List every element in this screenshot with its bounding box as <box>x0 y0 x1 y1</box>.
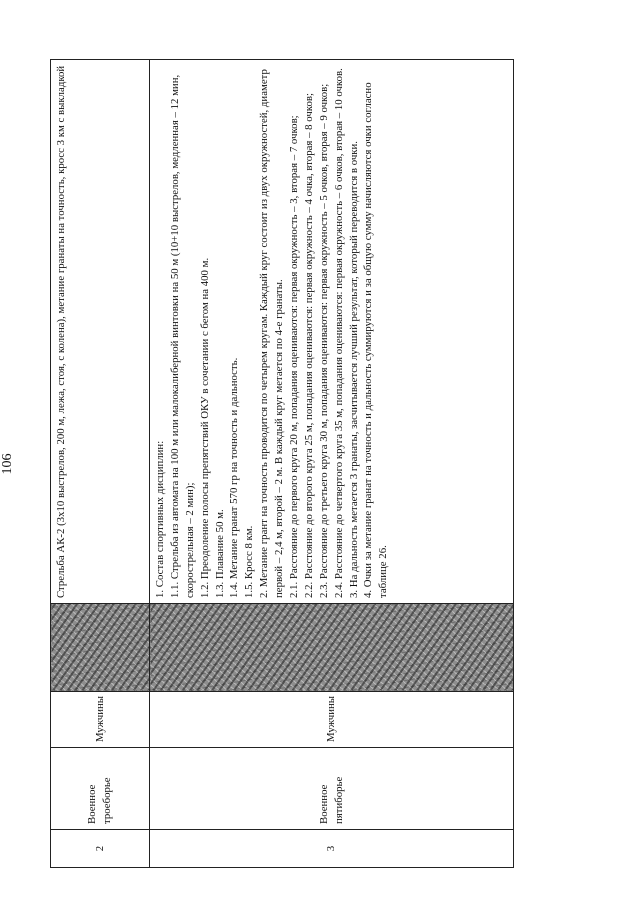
redacted-cell <box>150 604 514 692</box>
discipline-name: Военное троеборье <box>51 748 150 830</box>
description-line: 2. Метание грант на точность проводится по четырем кругам. Каждый круг состоит из двух окружностей, диаметр первой – 2,4 м, второй – 2 м. В каждый круг метается по 4-е гранаты. <box>258 69 286 598</box>
description-line: 1.4. Метание гранат 570 гр на точность и дальность. <box>228 357 241 598</box>
page-number: 106 <box>0 453 15 475</box>
redacted-cell <box>51 604 150 692</box>
gender-cell: Мужчины <box>150 692 514 748</box>
description-line: 1.3. Плавание 50 м. <box>213 509 226 598</box>
row-number: 3 <box>150 830 514 868</box>
table-row <box>51 60 150 868</box>
description-line: Стрельба АК-2 (3х10 выстрелов, 200 м, лежа, стоя, с колена), метание гранаты на точность, кросс 3 км с выкладкой <box>55 65 67 598</box>
description-line: 1.5. Кросс 8 км. <box>243 525 256 598</box>
discipline-name: Военное пятиборье <box>150 748 514 830</box>
table-row <box>150 60 514 868</box>
description-line: 2.3. Расстояние до третьего круга 30 м, попадания оцениваются: первая окружность – 5 очков, вторая – 9 очков; <box>317 83 330 598</box>
row-number: 2 <box>51 830 150 868</box>
description-line: 1.1. Стрельба из автомата на 100 м или малокалиберной винтовки на 50 м (10+10 выстрелов, медленная – 12 мин, скорострельная – 2 мин); <box>168 74 196 598</box>
sport-disciplines-table <box>50 59 514 868</box>
description-line: 1. Состав спортивных дисциплин: <box>154 440 166 598</box>
description-line: 2.2. Расстояние до второго круга 25 м, попадания оцениваются: первая окружность – 4 очка, вторая – 8 очков; <box>302 92 315 598</box>
description-line: 3. На дальность метается 3 гранаты, засчитывается лучший результат, который переводится в очки. <box>347 141 360 598</box>
gender-cell: Мужчины <box>51 692 150 748</box>
rotated-page-content <box>0 60 518 868</box>
description-line: 1.2. Преодоление полосы препятствий ОКУ в сочетании с бегом на 400 м. <box>198 257 211 598</box>
description-cell <box>51 60 150 604</box>
description-cell <box>150 60 514 604</box>
description-line: 4. Очки за метание гранат на точность и дальность суммируются и за общую сумму начисляются очки согласно таблице 26. <box>362 82 390 598</box>
description-line: 2.1. Расстояние до первого круга 20 м, попадания оцениваются: первая окружность – 3, вторая – 7 очков; <box>288 115 301 598</box>
description-line: 2.4. Расстояние до четвертого круга 35 м, попадания оцениваются: первая окружность – 6 очков, вторая – 10 очков. <box>332 68 345 598</box>
